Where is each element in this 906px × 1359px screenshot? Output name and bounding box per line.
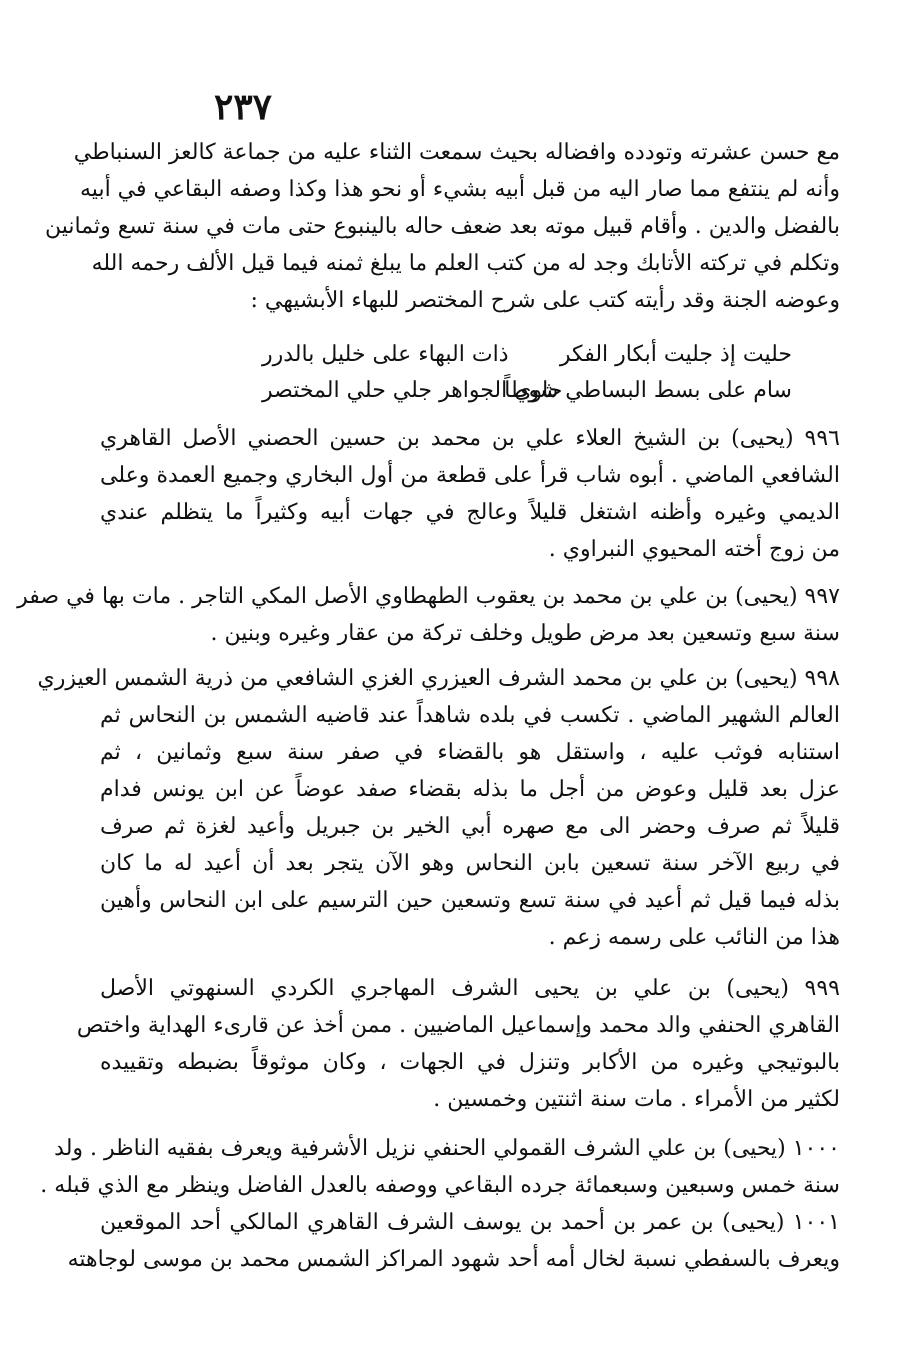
text-line: بالبوتيجي وغيره من الأكابر وتنزل في الجهات ، وكان موثوقاً بضبطه وتقييده <box>100 1050 840 1075</box>
entry-1000-1001 <box>40 1130 840 1278</box>
text-line: وعوضه الجنة وقد رأيته كتب على شرح المختصر للبهاء الأبشيهي : <box>250 288 840 313</box>
text-line: مع حسن عشرته وتودده وافضاله بحيث سمعت الثناء عليه من جماعة كالعز السنباطي <box>73 140 840 165</box>
text-line: ٩٩٨ (يحيى) بن علي بن محمد الشرف العيزري الغزي الشافعي من ذرية الشمس العيزري <box>37 666 840 691</box>
entry-997 <box>17 578 840 652</box>
text-line: من زوج أخته المحيوي النبراوي . <box>548 537 840 562</box>
text-line: وأنه لم ينتفع مما صار اليه من قبل أبيه بشيء أو نحو هذا وكذا وصفه البقاعي في أبيه <box>80 177 840 202</box>
text-line: قليلاً ثم صرف وحضر الى مع صهره أبي الخير بن جبريل وأعيد لغزة ثم صرف <box>100 814 840 839</box>
text-line: ٩٩٦ (يحيى) بن الشيخ العلاء علي بن محمد بن حسين الحصني الأصل القاهري <box>100 426 840 451</box>
verse-2-first-hemistich: سام على بسط البساطي شوطاً <box>504 378 792 403</box>
text-line: ١٠٠٠ (يحيى) بن علي الشرف القمولي الحنفي نزيل الأشرفية ويعرف بفقيه الناظر . ولد <box>54 1136 840 1161</box>
text-line: في ربيع الآخر سنة تسعين بابن النحاس وهو الآن يتجر بعد أن أعيد له ما كان <box>100 851 840 876</box>
entry-998 <box>37 660 841 956</box>
entry-999 <box>76 970 840 1118</box>
verse-1-second-hemistich: ذات البهاء على خليل بالدرر <box>262 342 509 367</box>
verse-1-first-hemistich: حليت إذ جليت أبكار الفكر <box>559 342 792 367</box>
text-line: ١٠٠١ (يحيى) بن عمر بن أحمد بن يوسف الشرف القاهري المالكي أحد الموقعين <box>100 1210 840 1235</box>
text-line: سنة سبع وتسعين بعد مرض طويل وخلف تركة من عقار وغيره وبنين . <box>210 621 840 646</box>
text-line: عزل بعد قليل وعوض من أجل ما بذله بقضاء صفد عوضاً عن ابن يونس فدام <box>100 777 840 802</box>
text-line: ٩٩٩ (يحيى) بن علي بن يحيى الشرف المهاجري الكردي السنهوتي الأصل <box>100 976 840 1001</box>
page-number: ٢٣٧ <box>214 86 273 128</box>
text-line: وتكلم في تركته الأتابك وجد له من كتب العلم ما يبلغ ثمنه فيما قيل الألف رحمه الله <box>91 251 840 276</box>
text-line: ويعرف بالسفطي نسبة لخال أمه أحد شهود المراكز الشمس محمد بن موسى لوجاهته <box>67 1247 840 1272</box>
text-line: الديمي وغيره وأظنه اشتغل قليلاً وعالج في جهات أبيه وكثيراً ما يتظلم عندي <box>100 500 840 525</box>
text-line: استنابه فوثب عليه ، واستقل هو بالقضاء في صفر سنة سبع وثمانين ، ثم <box>100 740 841 765</box>
text-line: لكثير من الأمراء . مات سنة اثنتين وخمسين . <box>433 1087 840 1112</box>
text-line: العالم الشهير الماضي . تكسب في بلده شاهداً عند قاضيه الشمس بن النحاس ثم <box>100 703 840 728</box>
text-line: هذا من النائب على رسمه زعم . <box>548 925 840 950</box>
text-line: القاهري الحنفي والد محمد وإسماعيل الماضيين . ممن أخذ عن قارىء الهداية واختص <box>76 1013 840 1038</box>
verse-2-second-hemistich: حاوي الجواهر جلي حلي المختصر <box>262 378 563 403</box>
entry-996 <box>100 420 840 568</box>
text-line: بذله فيما قيل ثم أعيد في سنة تسع وتسعين حين الترسيم على ابن النحاس وأهين <box>100 888 840 913</box>
paragraph-intro <box>45 134 840 319</box>
text-line: سنة خمس وسبعين وسبعمائة جرده البقاعي ووصفه بالعدل الفاضل وينظر مع الذي قبله . <box>40 1173 840 1198</box>
text-line: الشافعي الماضي . أبوه شاب قرأ على قطعة من أول البخاري وجميع العمدة وعلى <box>100 463 840 488</box>
text-line: بالفضل والدين . وأقام قبيل موته بعد ضعف حاله بالينبوع حتى مات في سنة تسع وثمانين <box>45 214 840 239</box>
text-line: ٩٩٧ (يحيى) بن علي بن محمد بن يعقوب الطهطاوي الأصل المكي التاجر . مات بها في صفر <box>17 584 840 609</box>
